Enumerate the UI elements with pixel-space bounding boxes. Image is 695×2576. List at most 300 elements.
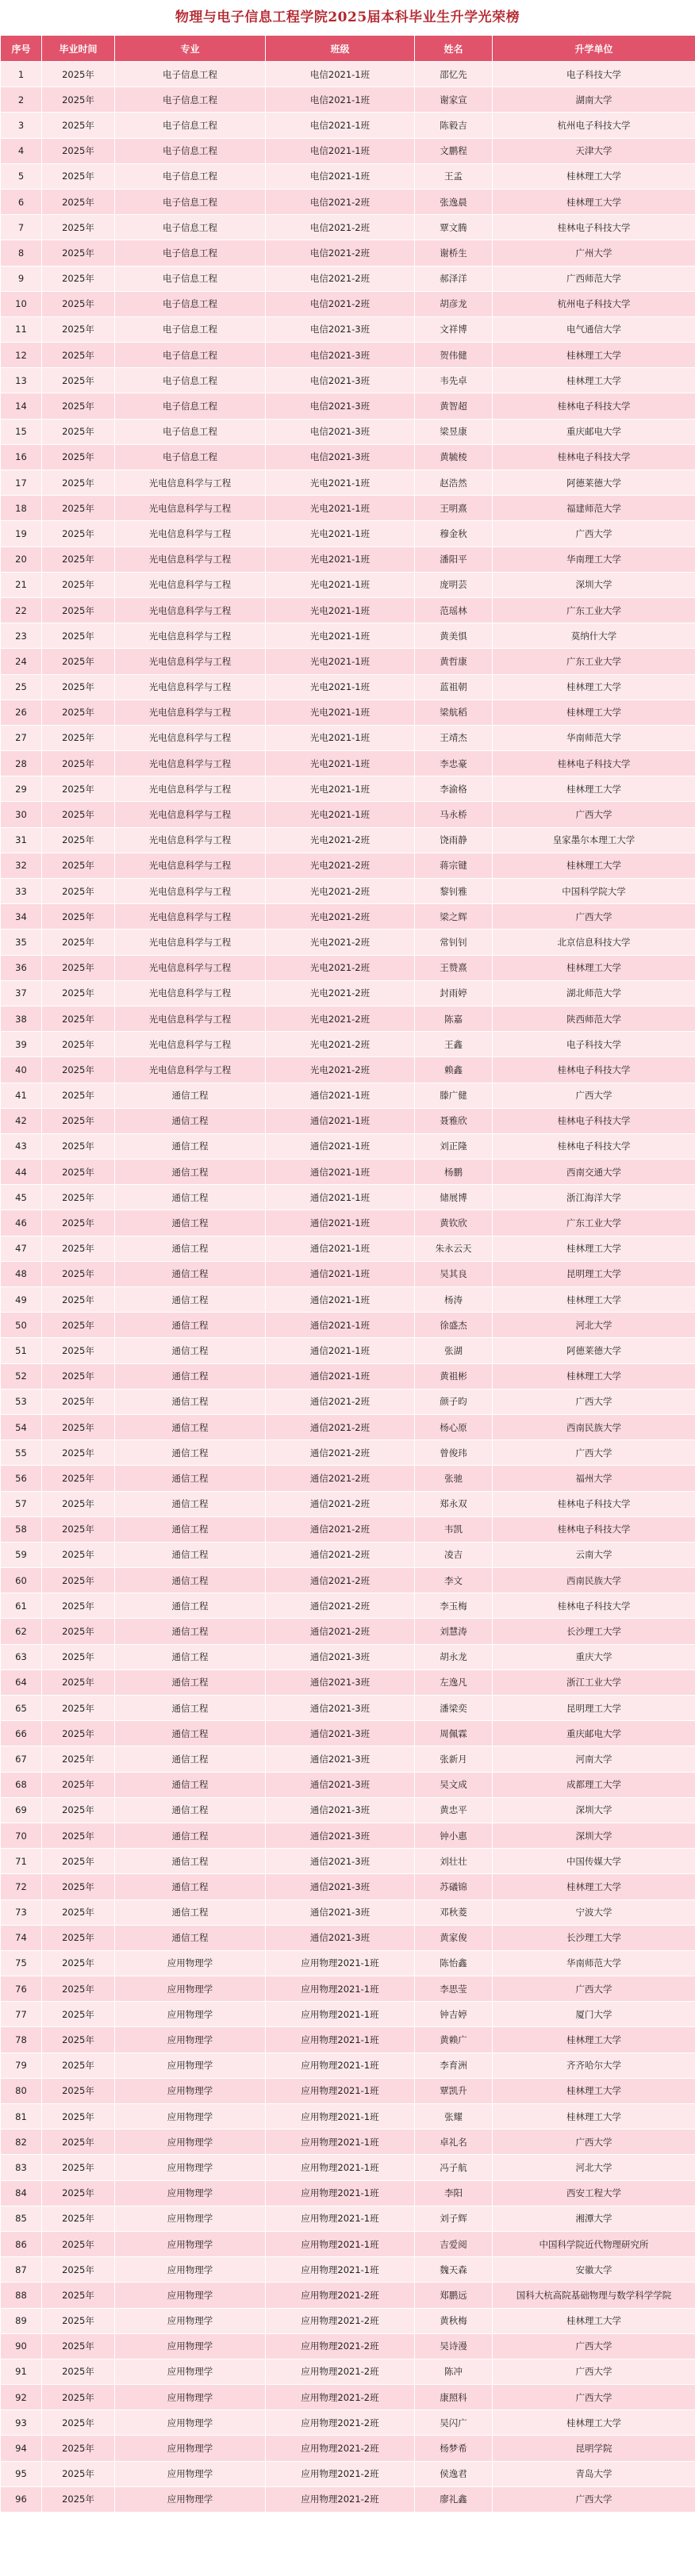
cell-graduation-time: 2025年 xyxy=(42,1236,115,1261)
cell-class: 光电2021-1班 xyxy=(266,496,415,521)
cell-index: 14 xyxy=(1,393,42,419)
cell-graduation-time: 2025年 xyxy=(42,1950,115,1976)
table-row xyxy=(1,368,695,393)
cell-major: 应用物理学 xyxy=(115,2461,266,2486)
cell-name: 黄智超 xyxy=(415,393,493,419)
cell-name: 徐盛杰 xyxy=(415,1313,493,1338)
cell-name: 邓秋菱 xyxy=(415,1899,493,1925)
cell-index: 7 xyxy=(1,215,42,240)
cell-graduation-time: 2025年 xyxy=(42,2206,115,2231)
cell-name: 吴文成 xyxy=(415,1772,493,1797)
cell-graduation-time: 2025年 xyxy=(42,827,115,853)
cell-name: 黄秋梅 xyxy=(415,2308,493,2333)
cell-name: 黄哲康 xyxy=(415,649,493,674)
cell-name: 梁航稻 xyxy=(415,700,493,725)
cell-index: 32 xyxy=(1,853,42,878)
cell-destination: 莫纳什大学 xyxy=(493,623,695,649)
cell-index: 1 xyxy=(1,62,42,87)
cell-index: 77 xyxy=(1,2002,42,2027)
cell-class: 通信2021-2班 xyxy=(266,1542,415,1567)
table-row xyxy=(1,1542,695,1567)
table-row xyxy=(1,904,695,930)
cell-name: 吴闪广 xyxy=(415,2410,493,2436)
cell-class: 通信2021-3班 xyxy=(266,1823,415,1848)
cell-major: 通信工程 xyxy=(115,1210,266,1236)
table-row xyxy=(1,1849,695,1874)
cell-major: 应用物理学 xyxy=(115,2333,266,2359)
cell-name: 卓礼名 xyxy=(415,2129,493,2155)
cell-index: 21 xyxy=(1,572,42,597)
cell-graduation-time: 2025年 xyxy=(42,189,115,214)
cell-name: 滕广健 xyxy=(415,1083,493,1108)
table-row xyxy=(1,87,695,113)
table-row xyxy=(1,1236,695,1261)
cell-destination: 桂林电子科技大学 xyxy=(493,1133,695,1159)
cell-name: 蓝祖朝 xyxy=(415,674,493,700)
table-row xyxy=(1,1032,695,1057)
cell-graduation-time: 2025年 xyxy=(42,1313,115,1338)
cell-index: 19 xyxy=(1,521,42,546)
cell-index: 30 xyxy=(1,802,42,827)
cell-major: 光电信息科学与工程 xyxy=(115,546,266,572)
cell-destination: 桂林理工大学 xyxy=(493,1874,695,1899)
cell-major: 通信工程 xyxy=(115,1466,266,1491)
cell-index: 57 xyxy=(1,1491,42,1516)
cell-destination: 广东工业大学 xyxy=(493,597,695,623)
cell-class: 光电2021-2班 xyxy=(266,930,415,955)
cell-class: 通信2021-1班 xyxy=(266,1160,415,1185)
cell-name: 廖礼鑫 xyxy=(415,2486,493,2512)
cell-class: 通信2021-3班 xyxy=(266,1721,415,1746)
cell-class: 通信2021-3班 xyxy=(266,1899,415,1925)
cell-name: 李文 xyxy=(415,1568,493,1593)
header-name: 姓名 xyxy=(415,36,493,62)
cell-name: 杨梦希 xyxy=(415,2436,493,2461)
cell-class: 电信2021-1班 xyxy=(266,87,415,113)
cell-graduation-time: 2025年 xyxy=(42,1976,115,2002)
cell-index: 90 xyxy=(1,2333,42,2359)
cell-name: 王赞熹 xyxy=(415,955,493,980)
table-row xyxy=(1,649,695,674)
cell-index: 34 xyxy=(1,904,42,930)
cell-index: 52 xyxy=(1,1363,42,1389)
cell-class: 通信2021-1班 xyxy=(266,1261,415,1286)
cell-name: 王孟 xyxy=(415,163,493,189)
cell-name: 黄赖广 xyxy=(415,2027,493,2053)
cell-index: 59 xyxy=(1,1542,42,1567)
cell-index: 68 xyxy=(1,1772,42,1797)
table-row xyxy=(1,2180,695,2206)
cell-index: 62 xyxy=(1,1619,42,1644)
cell-index: 2 xyxy=(1,87,42,113)
cell-major: 通信工程 xyxy=(115,1516,266,1542)
table-row xyxy=(1,827,695,853)
cell-class: 通信2021-3班 xyxy=(266,1644,415,1669)
cell-name: 左逸凡 xyxy=(415,1669,493,1695)
cell-name: 张逸晨 xyxy=(415,189,493,214)
cell-name: 李阳 xyxy=(415,2180,493,2206)
cell-major: 通信工程 xyxy=(115,1083,266,1108)
table-row xyxy=(1,1721,695,1746)
cell-class: 通信2021-3班 xyxy=(266,1696,415,1721)
cell-graduation-time: 2025年 xyxy=(42,1823,115,1848)
table-row xyxy=(1,1006,695,1031)
cell-index: 53 xyxy=(1,1389,42,1414)
cell-destination: 广西大学 xyxy=(493,521,695,546)
cell-major: 光电信息科学与工程 xyxy=(115,853,266,878)
cell-destination: 西安工程大学 xyxy=(493,2180,695,2206)
cell-index: 58 xyxy=(1,1516,42,1542)
cell-class: 应用物理2021-2班 xyxy=(266,2308,415,2333)
table-row xyxy=(1,1287,695,1313)
cell-graduation-time: 2025年 xyxy=(42,1133,115,1159)
cell-destination: 成都理工大学 xyxy=(493,1772,695,1797)
cell-major: 光电信息科学与工程 xyxy=(115,597,266,623)
cell-graduation-time: 2025年 xyxy=(42,1440,115,1466)
cell-index: 79 xyxy=(1,2053,42,2078)
cell-graduation-time: 2025年 xyxy=(42,2002,115,2027)
table-row xyxy=(1,266,695,291)
cell-graduation-time: 2025年 xyxy=(42,1032,115,1057)
table-row xyxy=(1,725,695,750)
table-row xyxy=(1,1696,695,1721)
cell-destination: 昆明理工大学 xyxy=(493,1696,695,1721)
cell-name: 李玉梅 xyxy=(415,1593,493,1619)
cell-class: 应用物理2021-1班 xyxy=(266,2180,415,2206)
header-destination: 升学单位 xyxy=(493,36,695,62)
table-row xyxy=(1,215,695,240)
cell-name: 杨涛 xyxy=(415,1287,493,1313)
cell-index: 41 xyxy=(1,1083,42,1108)
cell-index: 60 xyxy=(1,1568,42,1593)
cell-major: 通信工程 xyxy=(115,1669,266,1695)
table-row xyxy=(1,240,695,266)
cell-index: 13 xyxy=(1,368,42,393)
cell-graduation-time: 2025年 xyxy=(42,2308,115,2333)
cell-destination: 河南大学 xyxy=(493,1746,695,1772)
cell-class: 通信2021-2班 xyxy=(266,1568,415,1593)
cell-destination: 天津大学 xyxy=(493,138,695,163)
cell-destination: 国科大杭高院基础物理与数学科学学院 xyxy=(493,2283,695,2308)
cell-graduation-time: 2025年 xyxy=(42,1746,115,1772)
cell-name: 穆金秋 xyxy=(415,521,493,546)
cell-graduation-time: 2025年 xyxy=(42,980,115,1006)
cell-class: 应用物理2021-2班 xyxy=(266,2486,415,2512)
cell-class: 通信2021-2班 xyxy=(266,1414,415,1439)
cell-class: 光电2021-1班 xyxy=(266,725,415,750)
table-row xyxy=(1,776,695,802)
cell-class: 光电2021-1班 xyxy=(266,572,415,597)
cell-major: 通信工程 xyxy=(115,1261,266,1286)
cell-graduation-time: 2025年 xyxy=(42,2078,115,2103)
cell-destination: 浙江海洋大学 xyxy=(493,1185,695,1210)
cell-name: 韦先卓 xyxy=(415,368,493,393)
table-row xyxy=(1,1083,695,1108)
cell-graduation-time: 2025年 xyxy=(42,1287,115,1313)
cell-graduation-time: 2025年 xyxy=(42,291,115,316)
cell-major: 光电信息科学与工程 xyxy=(115,879,266,904)
cell-graduation-time: 2025年 xyxy=(42,113,115,138)
cell-graduation-time: 2025年 xyxy=(42,1593,115,1619)
cell-destination: 福建师范大学 xyxy=(493,496,695,521)
cell-index: 56 xyxy=(1,1466,42,1491)
table-row xyxy=(1,1108,695,1133)
cell-graduation-time: 2025年 xyxy=(42,674,115,700)
table-row xyxy=(1,138,695,163)
cell-major: 通信工程 xyxy=(115,1389,266,1414)
cell-name: 庞明芸 xyxy=(415,572,493,597)
cell-graduation-time: 2025年 xyxy=(42,1568,115,1593)
cell-class: 应用物理2021-2班 xyxy=(266,2385,415,2410)
cell-class: 通信2021-1班 xyxy=(266,1108,415,1133)
cell-destination: 皇家墨尔本理工大学 xyxy=(493,827,695,853)
table-row xyxy=(1,2002,695,2027)
cell-class: 光电2021-2班 xyxy=(266,1057,415,1083)
cell-destination: 中国科学院大学 xyxy=(493,879,695,904)
cell-class: 光电2021-2班 xyxy=(266,853,415,878)
cell-major: 通信工程 xyxy=(115,1746,266,1772)
cell-graduation-time: 2025年 xyxy=(42,1772,115,1797)
cell-name: 郑永双 xyxy=(415,1491,493,1516)
cell-index: 78 xyxy=(1,2027,42,2053)
cell-graduation-time: 2025年 xyxy=(42,546,115,572)
cell-class: 通信2021-1班 xyxy=(266,1185,415,1210)
cell-graduation-time: 2025年 xyxy=(42,316,115,342)
cell-destination: 广西大学 xyxy=(493,2359,695,2384)
cell-graduation-time: 2025年 xyxy=(42,419,115,444)
table-row xyxy=(1,546,695,572)
cell-graduation-time: 2025年 xyxy=(42,1057,115,1083)
cell-major: 通信工程 xyxy=(115,1338,266,1363)
cell-destination: 广西大学 xyxy=(493,1976,695,2002)
cell-name: 刘慧涛 xyxy=(415,1619,493,1644)
cell-class: 通信2021-3班 xyxy=(266,1925,415,1950)
cell-class: 光电2021-1班 xyxy=(266,700,415,725)
cell-graduation-time: 2025年 xyxy=(42,879,115,904)
cell-class: 应用物理2021-1班 xyxy=(266,2257,415,2283)
table-row xyxy=(1,1976,695,2002)
cell-major: 通信工程 xyxy=(115,1593,266,1619)
cell-class: 通信2021-2班 xyxy=(266,1619,415,1644)
cell-name: 郝泽洋 xyxy=(415,266,493,291)
cell-graduation-time: 2025年 xyxy=(42,1185,115,1210)
cell-graduation-time: 2025年 xyxy=(42,1899,115,1925)
cell-name: 马永桥 xyxy=(415,802,493,827)
table-row xyxy=(1,2359,695,2384)
cell-name: 朱永云天 xyxy=(415,1236,493,1261)
cell-major: 应用物理学 xyxy=(115,1976,266,2002)
cell-name: 李渝格 xyxy=(415,776,493,802)
cell-destination: 桂林理工大学 xyxy=(493,2410,695,2436)
cell-name: 曾俊玮 xyxy=(415,1440,493,1466)
table-row xyxy=(1,1185,695,1210)
cell-name: 梁之辉 xyxy=(415,904,493,930)
cell-class: 应用物理2021-2班 xyxy=(266,2436,415,2461)
cell-class: 应用物理2021-2班 xyxy=(266,2410,415,2436)
table-row xyxy=(1,419,695,444)
cell-index: 94 xyxy=(1,2436,42,2461)
cell-destination: 电气通信大学 xyxy=(493,316,695,342)
cell-major: 通信工程 xyxy=(115,1721,266,1746)
table-row xyxy=(1,521,695,546)
cell-destination: 桂林电子科技大学 xyxy=(493,1491,695,1516)
cell-major: 应用物理学 xyxy=(115,2104,266,2129)
cell-major: 应用物理学 xyxy=(115,2410,266,2436)
cell-destination: 河北大学 xyxy=(493,1313,695,1338)
cell-destination: 重庆大学 xyxy=(493,1644,695,1669)
cell-major: 应用物理学 xyxy=(115,2257,266,2283)
table-row xyxy=(1,1491,695,1516)
cell-class: 通信2021-3班 xyxy=(266,1669,415,1695)
cell-major: 通信工程 xyxy=(115,1619,266,1644)
cell-destination: 广西大学 xyxy=(493,2486,695,2512)
cell-class: 应用物理2021-1班 xyxy=(266,1976,415,2002)
cell-major: 通信工程 xyxy=(115,1568,266,1593)
cell-destination: 桂林电子科技大学 xyxy=(493,393,695,419)
cell-index: 81 xyxy=(1,2104,42,2129)
cell-index: 38 xyxy=(1,1006,42,1031)
cell-name: 陈怡鑫 xyxy=(415,1950,493,1976)
cell-name: 李忠豪 xyxy=(415,751,493,776)
cell-class: 应用物理2021-1班 xyxy=(266,2231,415,2256)
cell-major: 通信工程 xyxy=(115,1363,266,1389)
cell-major: 光电信息科学与工程 xyxy=(115,1006,266,1031)
cell-class: 光电2021-2班 xyxy=(266,904,415,930)
cell-destination: 桂林电子科技大学 xyxy=(493,215,695,240)
cell-class: 电信2021-2班 xyxy=(266,189,415,214)
cell-name: 文鹏程 xyxy=(415,138,493,163)
cell-destination: 桂林理工大学 xyxy=(493,2104,695,2129)
cell-index: 39 xyxy=(1,1032,42,1057)
cell-destination: 广西大学 xyxy=(493,1440,695,1466)
table-row xyxy=(1,1414,695,1439)
cell-graduation-time: 2025年 xyxy=(42,1516,115,1542)
cell-class: 通信2021-2班 xyxy=(266,1466,415,1491)
cell-index: 8 xyxy=(1,240,42,266)
cell-class: 电信2021-3班 xyxy=(266,343,415,368)
cell-major: 电子信息工程 xyxy=(115,291,266,316)
cell-destination: 桂林理工大学 xyxy=(493,700,695,725)
cell-major: 光电信息科学与工程 xyxy=(115,623,266,649)
cell-index: 36 xyxy=(1,955,42,980)
cell-index: 20 xyxy=(1,546,42,572)
cell-class: 通信2021-1班 xyxy=(266,1363,415,1389)
cell-destination: 广西大学 xyxy=(493,2129,695,2155)
table-row xyxy=(1,1160,695,1185)
cell-class: 光电2021-2班 xyxy=(266,1006,415,1031)
cell-index: 70 xyxy=(1,1823,42,1848)
cell-name: 张湖 xyxy=(415,1338,493,1363)
table-row xyxy=(1,1874,695,1899)
cell-destination: 华南师范大学 xyxy=(493,725,695,750)
cell-destination: 西南交通大学 xyxy=(493,1160,695,1185)
cell-name: 黄钦欣 xyxy=(415,1210,493,1236)
table-row xyxy=(1,802,695,827)
cell-major: 光电信息科学与工程 xyxy=(115,751,266,776)
cell-major: 电子信息工程 xyxy=(115,393,266,419)
cell-name: 潘阳平 xyxy=(415,546,493,572)
table-row xyxy=(1,1363,695,1389)
table-row xyxy=(1,1746,695,1772)
cell-index: 73 xyxy=(1,1899,42,1925)
cell-index: 55 xyxy=(1,1440,42,1466)
cell-destination: 广西大学 xyxy=(493,1083,695,1108)
table-row xyxy=(1,2104,695,2129)
cell-graduation-time: 2025年 xyxy=(42,1542,115,1567)
cell-major: 应用物理学 xyxy=(115,1950,266,1976)
table-row xyxy=(1,700,695,725)
cell-class: 电信2021-3班 xyxy=(266,368,415,393)
cell-major: 光电信息科学与工程 xyxy=(115,1057,266,1083)
cell-major: 应用物理学 xyxy=(115,2078,266,2103)
cell-graduation-time: 2025年 xyxy=(42,215,115,240)
table-row xyxy=(1,2410,695,2436)
cell-destination: 电子科技大学 xyxy=(493,1032,695,1057)
cell-index: 63 xyxy=(1,1644,42,1669)
cell-class: 电信2021-3班 xyxy=(266,444,415,470)
cell-index: 61 xyxy=(1,1593,42,1619)
cell-major: 应用物理学 xyxy=(115,2180,266,2206)
cell-graduation-time: 2025年 xyxy=(42,1210,115,1236)
cell-index: 54 xyxy=(1,1414,42,1439)
cell-class: 通信2021-1班 xyxy=(266,1133,415,1159)
cell-destination: 福州大学 xyxy=(493,1466,695,1491)
cell-index: 71 xyxy=(1,1849,42,1874)
table-row xyxy=(1,2333,695,2359)
cell-name: 刘壮壮 xyxy=(415,1849,493,1874)
cell-class: 光电2021-1班 xyxy=(266,802,415,827)
cell-class: 通信2021-2班 xyxy=(266,1440,415,1466)
table-row xyxy=(1,572,695,597)
cell-index: 69 xyxy=(1,1797,42,1823)
cell-destination: 桂林理工大学 xyxy=(493,163,695,189)
cell-destination: 桂林理工大学 xyxy=(493,343,695,368)
cell-major: 光电信息科学与工程 xyxy=(115,955,266,980)
cell-graduation-time: 2025年 xyxy=(42,623,115,649)
cell-graduation-time: 2025年 xyxy=(42,1414,115,1439)
cell-class: 通信2021-1班 xyxy=(266,1210,415,1236)
header-graduation-time: 毕业时间 xyxy=(42,36,115,62)
cell-destination: 桂林电子科技大学 xyxy=(493,1108,695,1133)
table-body xyxy=(1,62,695,2513)
cell-major: 电子信息工程 xyxy=(115,266,266,291)
cell-graduation-time: 2025年 xyxy=(42,444,115,470)
cell-name: 吴其良 xyxy=(415,1261,493,1286)
cell-major: 电子信息工程 xyxy=(115,316,266,342)
cell-class: 通信2021-3班 xyxy=(266,1849,415,1874)
cell-major: 通信工程 xyxy=(115,1899,266,1925)
table-row xyxy=(1,2283,695,2308)
cell-major: 通信工程 xyxy=(115,1491,266,1516)
cell-index: 11 xyxy=(1,316,42,342)
cell-index: 31 xyxy=(1,827,42,853)
cell-index: 28 xyxy=(1,751,42,776)
cell-name: 凌吉 xyxy=(415,1542,493,1567)
cell-destination: 阿德莱德大学 xyxy=(493,1338,695,1363)
cell-graduation-time: 2025年 xyxy=(42,572,115,597)
cell-index: 40 xyxy=(1,1057,42,1083)
header-class: 班级 xyxy=(266,36,415,62)
cell-major: 光电信息科学与工程 xyxy=(115,496,266,521)
cell-graduation-time: 2025年 xyxy=(42,1466,115,1491)
table-row xyxy=(1,1466,695,1491)
table-row xyxy=(1,470,695,496)
cell-name: 赖鑫 xyxy=(415,1057,493,1083)
cell-class: 电信2021-3班 xyxy=(266,393,415,419)
cell-graduation-time: 2025年 xyxy=(42,2257,115,2283)
cell-destination: 湖北师范大学 xyxy=(493,980,695,1006)
cell-destination: 广西大学 xyxy=(493,2333,695,2359)
